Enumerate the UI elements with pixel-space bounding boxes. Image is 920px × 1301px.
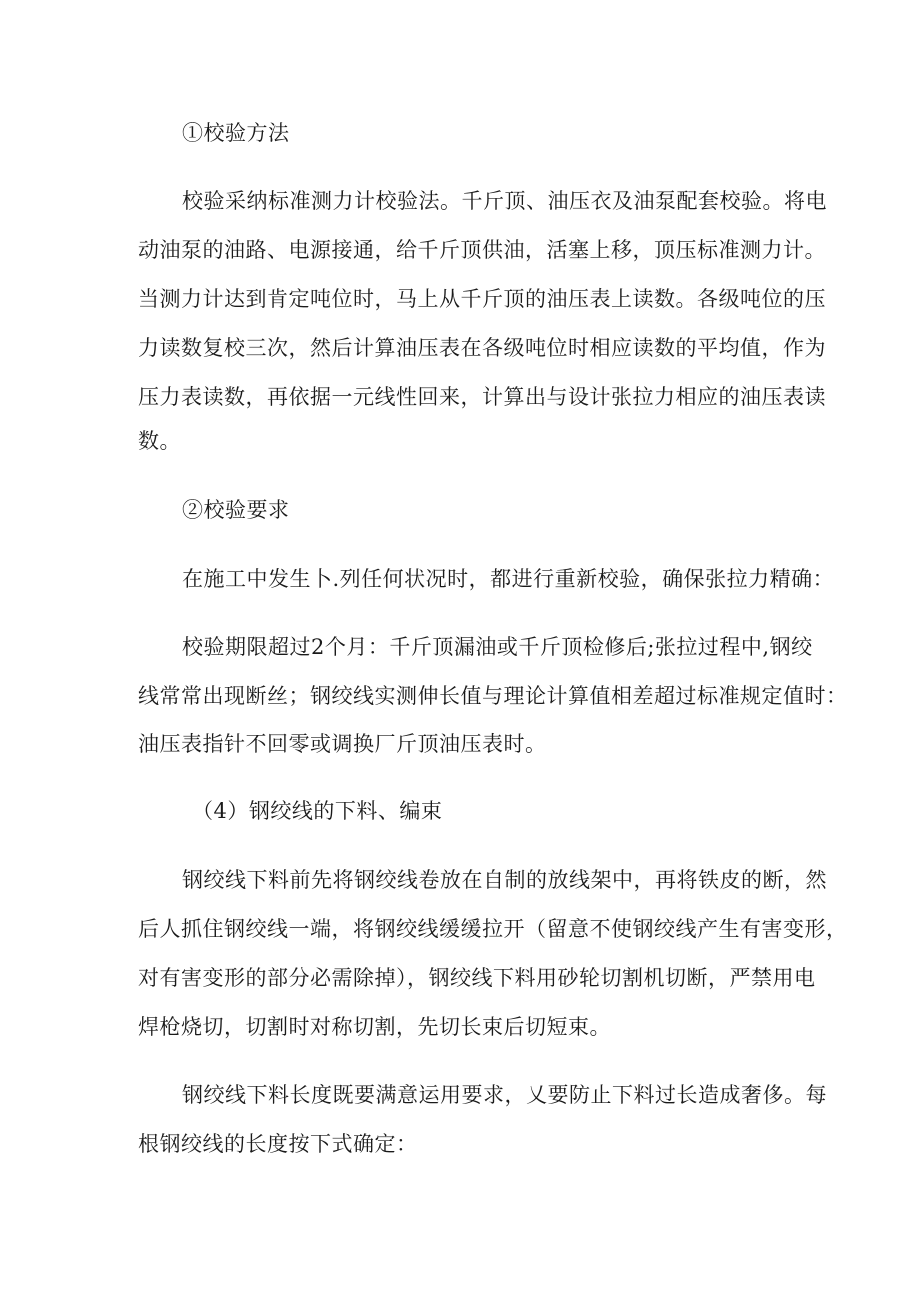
paragraph-line: 动油泵的油路、电源接通，给千斤顶供油，活塞上移，顶压标准测力计。	[138, 238, 826, 262]
paragraph-line: 在施工中发生卜.列任何状况时，都进行重新校验，确保张拉力精确：	[182, 567, 835, 591]
paragraph-line: 钢绞线下料前先将钢绞线卷放在自制的放线架中，再将铁皮的断，然	[182, 868, 827, 892]
paragraph-line: 对有害变形的部分必需除掉），钢绞线下料用砂轮切割机切断，严禁用电	[138, 966, 816, 990]
paragraph-line: 数。	[138, 429, 181, 453]
paragraph-line: 焊枪烧切，切割时对称切割，先切长束后切短束。	[138, 1015, 611, 1039]
section-heading-calibration-method: ①校验方法	[182, 121, 290, 145]
paragraph-line: 压力表读数，再依据一元线性回来，计算出与设计张拉力相应的油压表读	[138, 385, 826, 409]
paragraph-line: 钢绞线下料长度既要满意运用要求，乂要防止下料过长造成奢侈。每	[182, 1083, 827, 1107]
paragraph-line: 油压表指针不回零或调换厂斤顶油压表时。	[138, 732, 547, 756]
paragraph-line: 根钢绞线的长度按下式确定：	[138, 1132, 418, 1156]
paragraph-line: 当测力计达到肯定吨位时，马上从千斤顶的油压表上读数。各级吨位的压	[138, 287, 826, 311]
section-heading-strand-cutting: （4）钢绞线的下料、编束	[192, 799, 443, 823]
paragraph-line: 力读数复校三次，然后计算油压表在各级吨位时相应读数的平均值，作为	[138, 336, 826, 360]
paragraph-line: 后人抓住钢绞线一端，将钢绞线缓缓拉开（留意不使钢绞线产生有害变形，	[138, 917, 848, 941]
paragraph-line: 线常常出现断丝；钢绞线实测伸长值与理论计算值相差超过标准规定值时：	[138, 684, 848, 708]
section-heading-calibration-requirements: ②校验要求	[182, 498, 290, 522]
paragraph-line: 校验期限超过2个月：千斤顶漏油或千斤顶检修后;张拉过程中,钢绞	[182, 635, 813, 659]
paragraph-line: 校验采纳标准测力计校验法。千斤顶、油压衣及油泵配套校验。将电	[182, 189, 827, 213]
